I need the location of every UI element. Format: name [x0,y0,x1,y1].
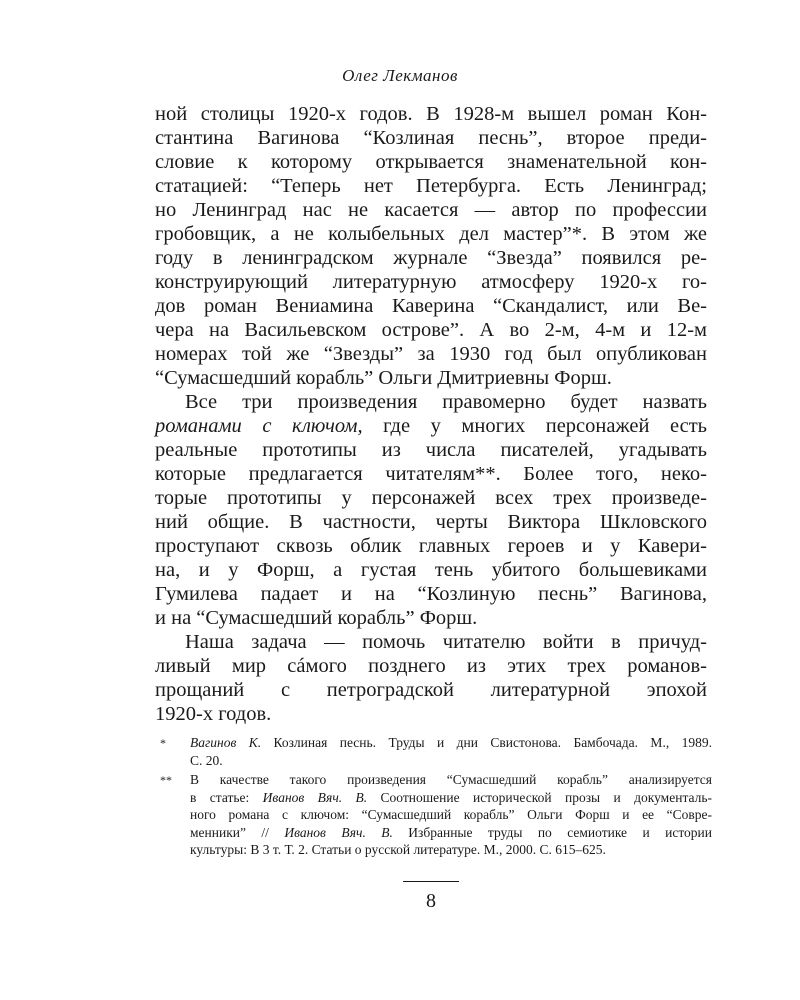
text-line: статацией: “Теперь нет Петербурга. Есть Ленинград; [155,175,707,197]
footnote-author: Иванов Вяч. В. [262,789,368,805]
text-line [155,414,707,438]
text-line: Наша задача — помочь читателю войти в причуд- [185,631,707,653]
footnote-text: Соотношение исторической прозы и документаль- [367,789,713,805]
italic-phrase: романами с ключом, [155,415,363,437]
text-line: реальные прототипы из числа писателей, угадывать [155,439,707,461]
footnote-author: Вагинов К. [190,735,262,750]
text-line: ливый мир сáмого позднего из этих трех романов- [155,655,707,677]
text-line: гробовщик, а не колыбельных дел мастер”*. В этом же [155,223,707,245]
text-line: 1920-х годов. [155,703,272,725]
footnote-line [190,824,712,842]
footer-rule [403,881,459,882]
footnote-line: С. 20. [190,752,223,768]
footnote-mark: * [160,736,166,750]
text-line: чера на Васильевском острове”. А во 2-м, 4-м и 12-м [155,319,707,341]
footnote-text: менники” // [190,824,285,840]
text-line: конструирующий литературную атмосферу 1920-х го- [155,271,707,293]
footnote-author: Иванов Вяч. В. [284,824,393,840]
footnote-1 [160,734,712,769]
text-line: проступают сквозь облик главных героев и у Кавери- [155,535,707,557]
footnote-line [190,789,712,807]
text-line: дов роман Вениамина Каверина “Скандалист, или Ве- [155,295,707,317]
text-line: на, и у Форш, а густая тень убитого большевиками [155,559,707,581]
text-line: Все три произведения правомерно будет назвать [185,391,707,413]
text-line: но Ленинград нас не касается — автор по профессии [155,199,707,221]
footnote-line: В качестве такого произведения “Сумасшедший корабль” анализируется [190,772,712,787]
text-line: Гумилева падает и на “Козлиную песнь” Вагинова, [155,583,707,605]
text-line-rest: где у многих персонажей есть [383,415,708,437]
text-line: стантина Вагинова “Козлиная песнь”, второе преди- [155,127,707,149]
footnote-text: в статье: [190,789,263,805]
text-line: торые прототипы у персонажей всех трех произведе- [155,487,707,509]
footnote-text: Козлиная песнь. Труды и дни Свистонова. Бамбочада. М., 1989. [261,735,712,750]
text-line: ной столицы 1920-х годов. В 1928-м вышел роман Кон- [155,103,707,125]
main-text [155,102,707,726]
footnote-line: культуры: В 3 т. Т. 2. Статьи о русской литературе. М., 2000. С. 615–625. [190,842,606,857]
page-number: 8 [426,890,436,912]
text-line: году в ленинградском журнале “Звезда” появился ре- [155,247,707,269]
text-line: и на “Сумасшедший корабль” Форш. [155,607,478,629]
footnote-text: Избранные труды по семиотике и истории [392,824,712,840]
footnote-line: ного романа с ключом: “Сумасшедший корабль” Ольги Форш и ее “Совре- [190,807,712,822]
footnote-2 [160,771,712,859]
text-line: прощаний с петроградской литературной эпохой [155,679,707,701]
footnote-mark: ** [160,773,172,787]
text-line: которые предлагается читателям**. Более того, неко- [155,463,707,485]
footnote-line [190,734,712,752]
text-line: словие к которому открывается знаменательной кон- [155,151,707,173]
text-line: “Сумасшедший корабль” Ольги Дмитриевны Форш. [155,367,612,389]
running-head: Олег Лекманов [342,66,458,85]
text-line: ний общие. В частности, черты Виктора Шкловского [155,511,707,533]
text-line: номерах той же “Звезды” за 1930 год был опубликован [155,343,707,365]
footnotes [160,734,712,859]
